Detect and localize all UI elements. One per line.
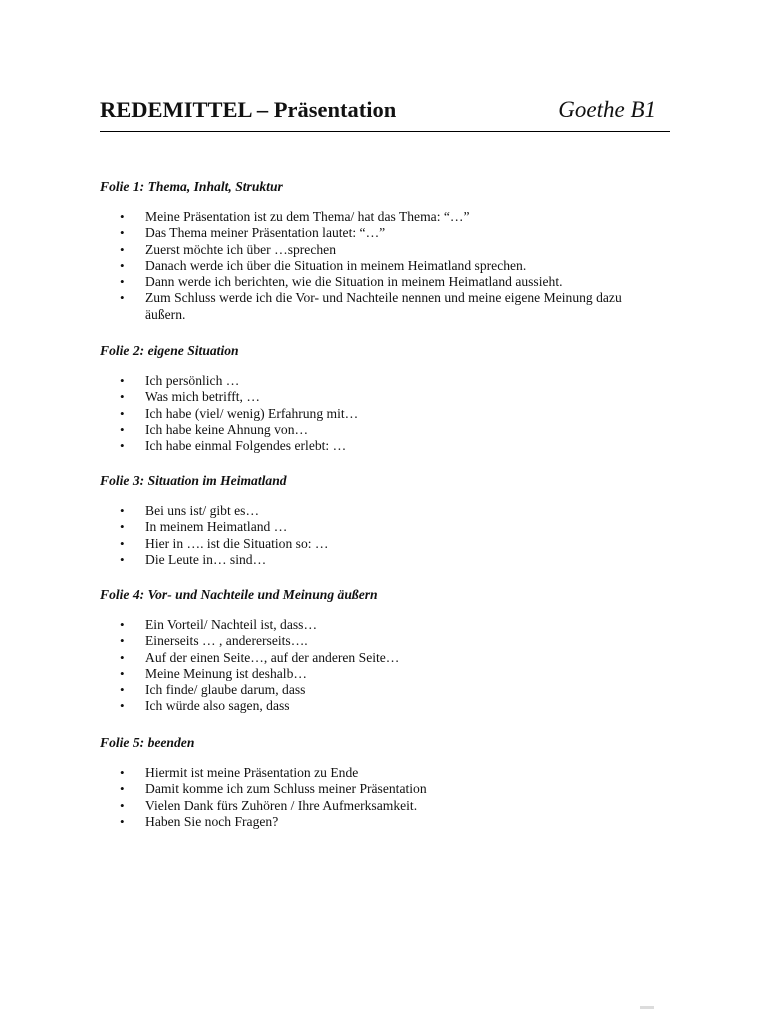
phrase-list xyxy=(120,503,660,568)
list-item: • Ich würde also sagen, dass xyxy=(120,698,660,714)
phrase-list xyxy=(120,617,660,715)
list-item: • In meinem Heimatland … xyxy=(120,519,660,535)
section-heading: Folie 4: Vor- und Nachteile und Meinung äußern xyxy=(100,587,378,602)
list-item: • Was mich betrifft, … xyxy=(120,389,660,405)
section-folie-3 xyxy=(100,472,680,567)
list-item: • Dann werde ich berichten, wie die Situation in meinem Heimatland aussieht. xyxy=(120,274,660,290)
list-item: • Ein Vorteil/ Nachteil ist, dass… xyxy=(120,617,660,633)
section-folie-2 xyxy=(100,342,680,454)
phrase-list xyxy=(120,765,660,830)
list-item: • Vielen Dank fürs Zuhören / Ihre Aufmerksamkeit. xyxy=(120,798,660,814)
page-header xyxy=(100,97,670,132)
list-item: • Die Leute in… sind… xyxy=(120,552,660,568)
list-item: • Hiermit ist meine Präsentation zu Ende xyxy=(120,765,660,781)
list-item: • Haben Sie noch Fragen? xyxy=(120,814,660,830)
list-item: • Meine Präsentation ist zu dem Thema/ hat das Thema: “…” xyxy=(120,209,660,225)
section-heading: Folie 1: Thema, Inhalt, Struktur xyxy=(100,179,283,194)
list-item: • Ich habe einmal Folgendes erlebt: … xyxy=(120,438,660,454)
list-item: • Danach werde ich über die Situation in meinem Heimatland sprechen. xyxy=(120,258,660,274)
list-item: • Damit komme ich zum Schluss meiner Präsentation xyxy=(120,781,660,797)
list-item: • Bei uns ist/ gibt es… xyxy=(120,503,660,519)
phrase-list xyxy=(120,373,660,454)
list-item: • Ich habe keine Ahnung von… xyxy=(120,422,660,438)
list-item: • Zum Schluss werde ich die Vor- und Nachteile nennen und meine eigene Meinung dazu äußern. xyxy=(120,290,660,323)
list-item: • Ich persönlich … xyxy=(120,373,660,389)
section-heading: Folie 3: Situation im Heimatland xyxy=(100,473,287,488)
list-item: • Ich finde/ glaube darum, dass xyxy=(120,682,660,698)
exam-level: Goethe B1 xyxy=(558,97,656,122)
page-title: REDEMITTEL – Präsentation xyxy=(100,97,397,122)
list-item: • Ich habe (viel/ wenig) Erfahrung mit… xyxy=(120,406,660,422)
section-folie-5 xyxy=(100,734,680,829)
list-item: • Hier in …. ist die Situation so: … xyxy=(120,536,660,552)
section-folie-4 xyxy=(100,586,680,714)
list-item: • Auf der einen Seite…, auf der anderen Seite… xyxy=(120,650,660,666)
section-heading: Folie 5: beenden xyxy=(100,735,195,750)
page-footer-mark xyxy=(640,1006,654,1009)
phrase-list xyxy=(120,209,660,323)
list-item: • Zuerst möchte ich über …sprechen xyxy=(120,242,660,258)
list-item: • Einerseits … , andererseits…. xyxy=(120,633,660,649)
section-folie-1 xyxy=(100,178,680,322)
list-item: • Meine Meinung ist deshalb… xyxy=(120,666,660,682)
section-heading: Folie 2: eigene Situation xyxy=(100,343,239,358)
list-item: • Das Thema meiner Präsentation lautet: “…” xyxy=(120,225,660,241)
